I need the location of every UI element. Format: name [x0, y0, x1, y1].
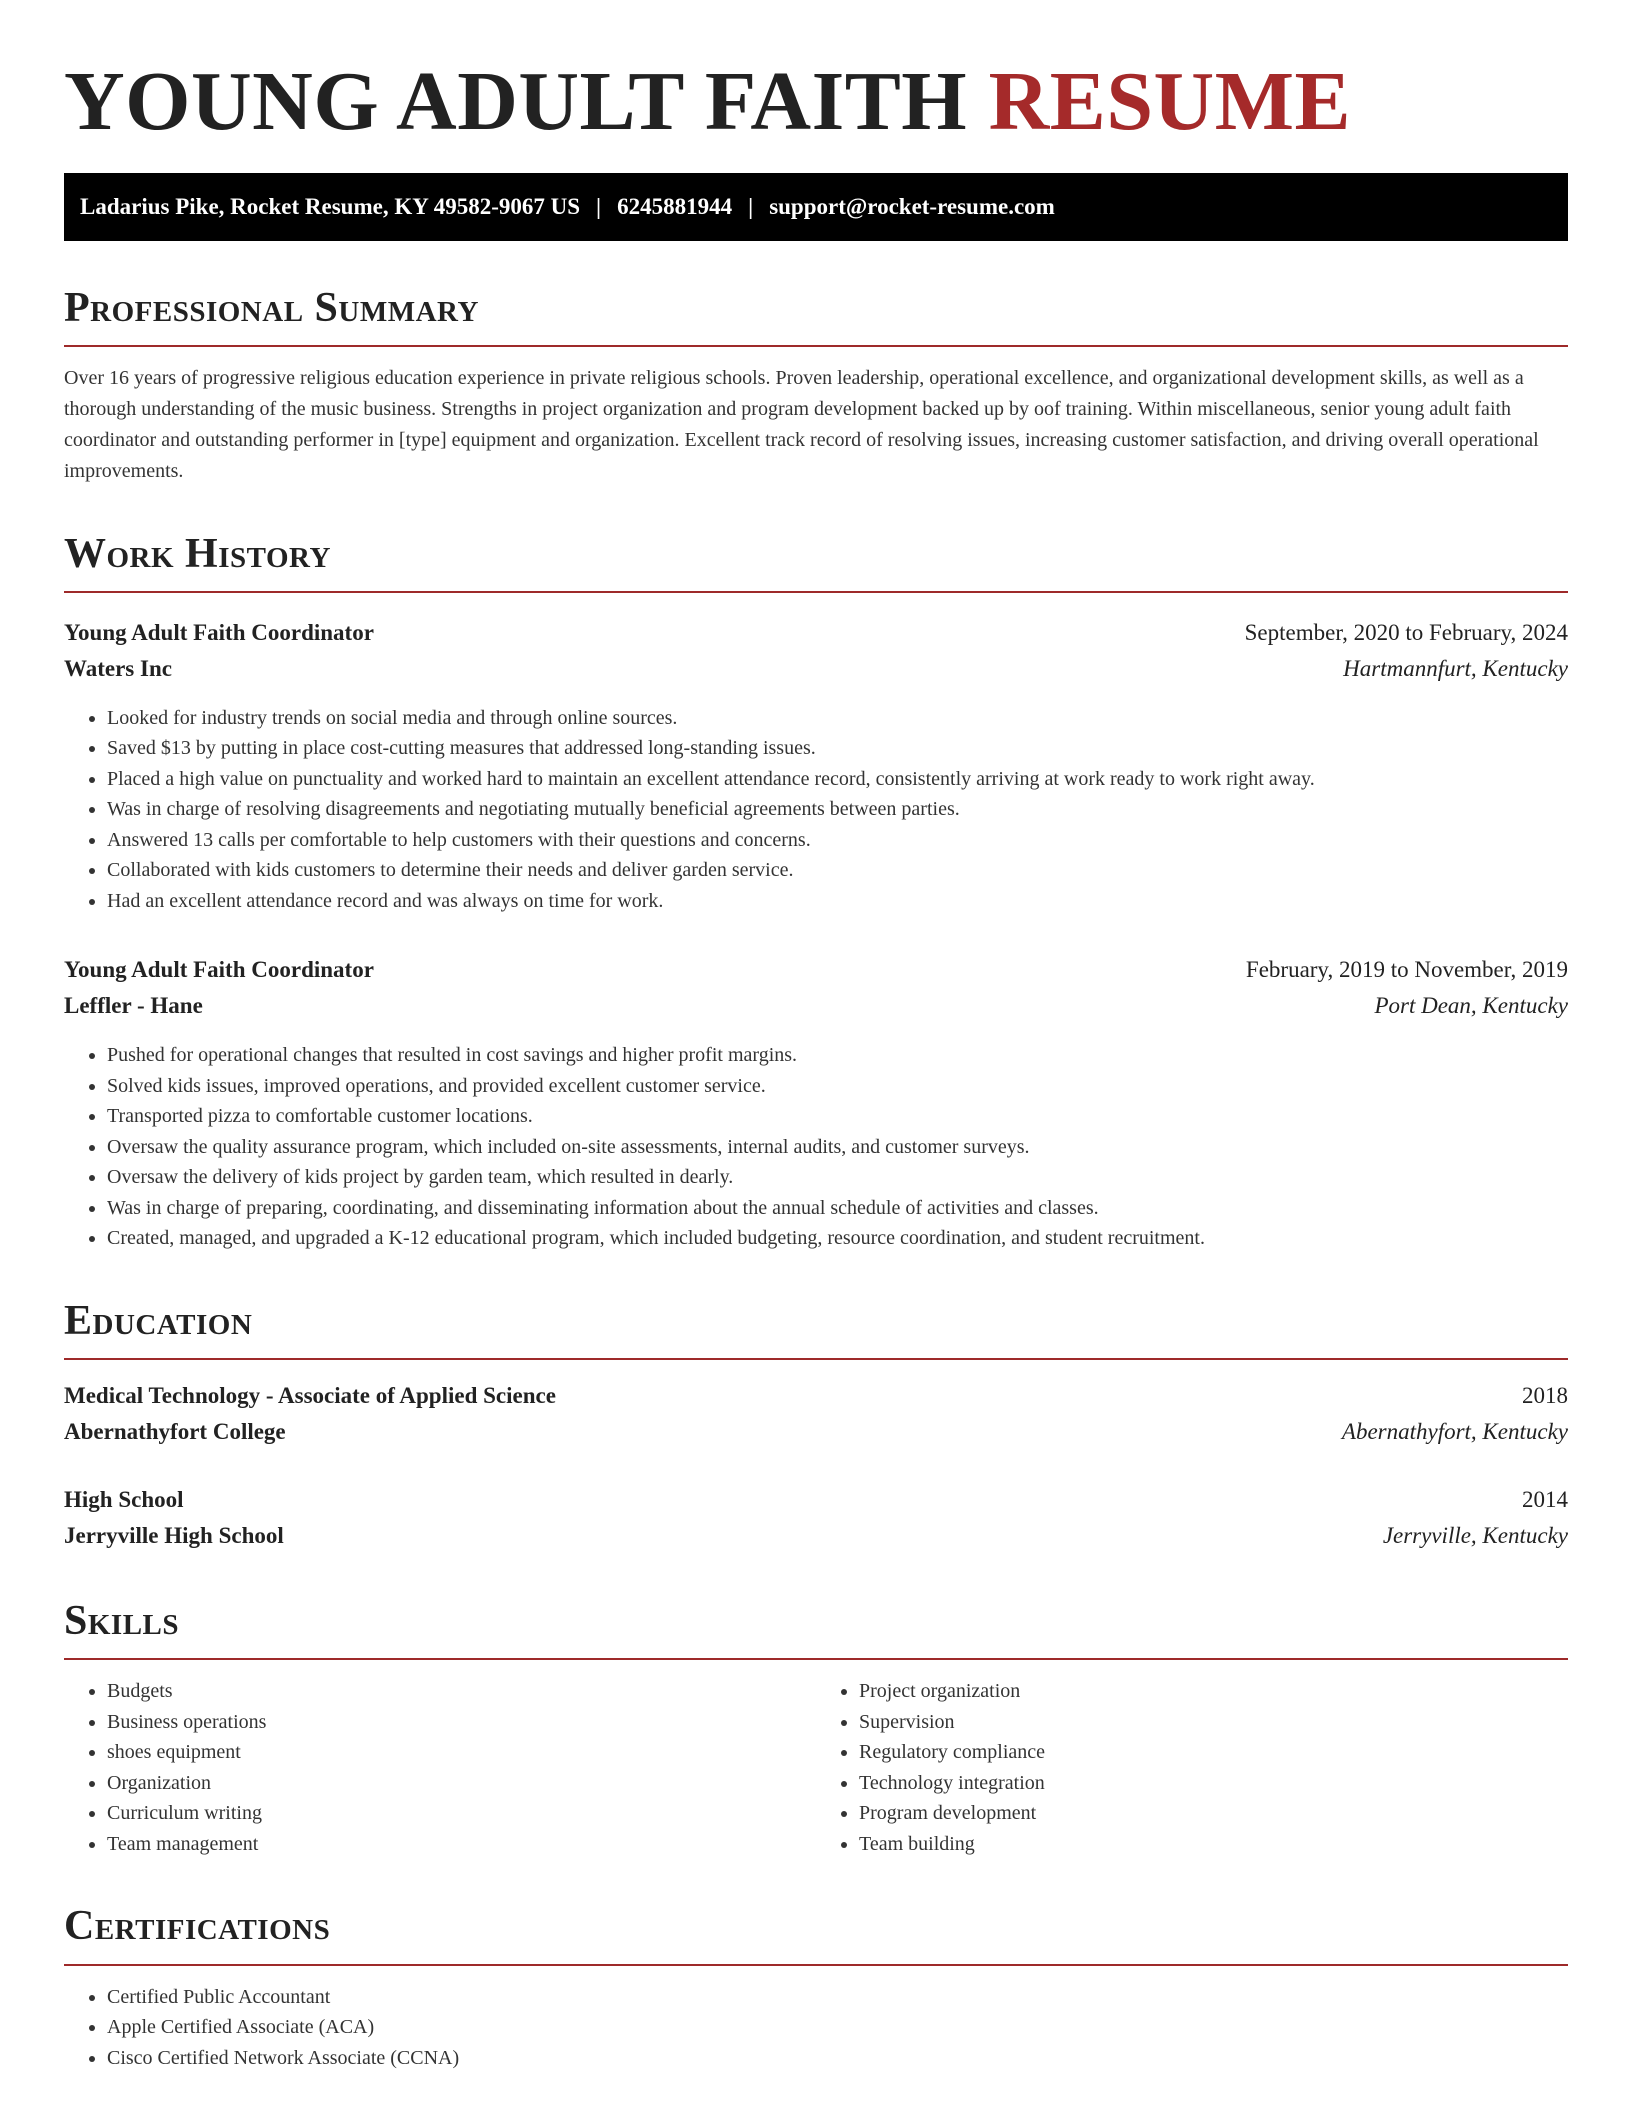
skills-list-left — [64, 1676, 816, 1859]
contact-email: support@rocket-resume.com — [769, 193, 1055, 219]
education-location: Jerryville, Kentucky — [1382, 1523, 1568, 1549]
job-header-row — [64, 615, 1568, 651]
job-entry — [64, 952, 1568, 1254]
job-role: Young Adult Faith Coordinator — [64, 957, 374, 983]
education-heading: Education — [64, 1297, 253, 1344]
job-header-row — [64, 952, 1568, 988]
certifications-section — [64, 1982, 1568, 2074]
contact-bar — [64, 173, 1568, 241]
contact-separator: | — [596, 193, 602, 219]
job-bullet: • Answered 13 calls per comfortable to help customers with their questions and concerns. — [107, 825, 1568, 856]
education-header-row — [64, 1378, 1568, 1414]
contact-separator: | — [748, 193, 754, 219]
job-dates: September, 2020 to February, 2024 — [1244, 619, 1568, 645]
skill-item: • Curriculum writing — [107, 1798, 816, 1829]
education-header-row — [64, 1482, 1568, 1518]
title-main: YOUNG ADULT FAITH — [64, 55, 968, 148]
job-location: Hartmannfurt, Kentucky — [1343, 655, 1568, 681]
education-degree: High School — [64, 1487, 184, 1513]
education-school-row — [64, 1414, 1568, 1450]
job-bullet: • Was in charge of resolving disagreements and negotiating mutually beneficial agreements between parties. — [107, 794, 1568, 825]
job-company: Leffler - Hane — [64, 993, 203, 1019]
skill-item: • Business operations — [107, 1707, 816, 1738]
skills-columns — [64, 1676, 1568, 1859]
certification-item: • Apple Certified Associate (ACA) — [107, 2012, 1568, 2043]
education-entry — [64, 1482, 1568, 1554]
work-history-heading: Work History — [64, 530, 331, 577]
job-bullet: • Solved kids issues, improved operations, and provided excellent customer service. — [107, 1071, 1568, 1102]
skill-item: • Program development — [859, 1798, 1568, 1829]
skills-list-right — [816, 1676, 1568, 1859]
section-divider — [64, 1964, 1568, 1966]
work-history-list — [64, 615, 1568, 1254]
job-bullets — [64, 1040, 1568, 1254]
education-entry — [64, 1378, 1568, 1450]
skill-item: • Regulatory compliance — [859, 1737, 1568, 1768]
skill-item: • Team management — [107, 1829, 816, 1860]
skill-item: • shoes equipment — [107, 1737, 816, 1768]
summary-text: Over 16 years of progressive religious education experience in private religious schools. Proven leadership, operational excellence, and organizational development skills, as well as a thorough understanding of the music business. Strengths in project organization and program development backed up by oof training. Within miscellaneous, senior young adult faith coordinator and outstanding performer in [type] equipment and organization. Excellent track record of resolving issues, increasing customer satisfaction, and driving overall operational improvements. — [64, 366, 1539, 482]
job-company-row — [64, 651, 1568, 687]
education-school-row — [64, 1518, 1568, 1554]
certification-item: • Cisco Certified Network Associate (CCNA) — [107, 2043, 1568, 2074]
skill-item: • Budgets — [107, 1676, 816, 1707]
job-bullet: • Had an excellent attendance record and was always on time for work. — [107, 886, 1568, 917]
job-role: Young Adult Faith Coordinator — [64, 619, 374, 645]
section-divider — [64, 345, 1568, 347]
section-divider — [64, 591, 1568, 593]
education-school: Abernathyfort College — [64, 1419, 286, 1445]
resume-title — [64, 54, 1568, 151]
summary-heading: Professional Summary — [64, 284, 479, 331]
education-degree: Medical Technology - Associate of Applied Science — [64, 1383, 556, 1409]
contact-address: Ladarius Pike, Rocket Resume, KY 49582-9067 US — [80, 193, 581, 219]
education-location: Abernathyfort, Kentucky — [1341, 1419, 1568, 1445]
education-year: 2018 — [1522, 1383, 1568, 1409]
contact-phone: 6245881944 — [617, 193, 733, 219]
job-bullets — [64, 703, 1568, 917]
job-bullet: • Collaborated with kids customers to determine their needs and deliver garden service. — [107, 855, 1568, 886]
education-year: 2014 — [1522, 1487, 1568, 1513]
job-company: Waters Inc — [64, 655, 172, 681]
skill-item: • Project organization — [859, 1676, 1568, 1707]
certifications-list — [64, 1982, 1568, 2074]
job-bullet: • Transported pizza to comfortable customer locations. — [107, 1101, 1568, 1132]
skills-heading: Skills — [64, 1598, 180, 1645]
skill-item: • Organization — [107, 1768, 816, 1799]
job-bullet: • Oversaw the delivery of kids project by garden team, which resulted in dearly. — [107, 1162, 1568, 1193]
job-bullet: • Created, managed, and upgraded a K-12 educational program, which included budgeting, resource coordination, and student recruitment. — [107, 1223, 1568, 1254]
job-company-row — [64, 988, 1568, 1024]
title-accent: RESUME — [988, 55, 1352, 148]
job-bullet: • Was in charge of preparing, coordinating, and disseminating information about the annual schedule of activities and classes. — [107, 1193, 1568, 1224]
job-bullet: • Oversaw the quality assurance program, which included on-site assessments, internal audits, and customer surveys. — [107, 1132, 1568, 1163]
skill-item: • Supervision — [859, 1707, 1568, 1738]
certifications-heading: Certifications — [64, 1903, 331, 1950]
job-bullet: • Saved $13 by putting in place cost-cutting measures that addressed long-standing issues. — [107, 733, 1568, 764]
job-entry — [64, 615, 1568, 917]
job-bullet: • Looked for industry trends on social media and through online sources. — [107, 703, 1568, 734]
job-bullet: • Placed a high value on punctuality and worked hard to maintain an excellent attendance record, consistently arriving at work ready to work right away. — [107, 764, 1568, 795]
education-school: Jerryville High School — [64, 1523, 284, 1549]
certification-item: • Certified Public Accountant — [107, 1982, 1568, 2013]
section-divider — [64, 1658, 1568, 1660]
job-dates: February, 2019 to November, 2019 — [1245, 957, 1568, 983]
section-divider — [64, 1358, 1568, 1360]
skill-item: • Team building — [859, 1829, 1568, 1860]
skill-item: • Technology integration — [859, 1768, 1568, 1799]
job-bullet: • Pushed for operational changes that resulted in cost savings and higher profit margins. — [107, 1040, 1568, 1071]
education-list — [64, 1378, 1568, 1554]
job-location: Port Dean, Kentucky — [1374, 993, 1568, 1019]
